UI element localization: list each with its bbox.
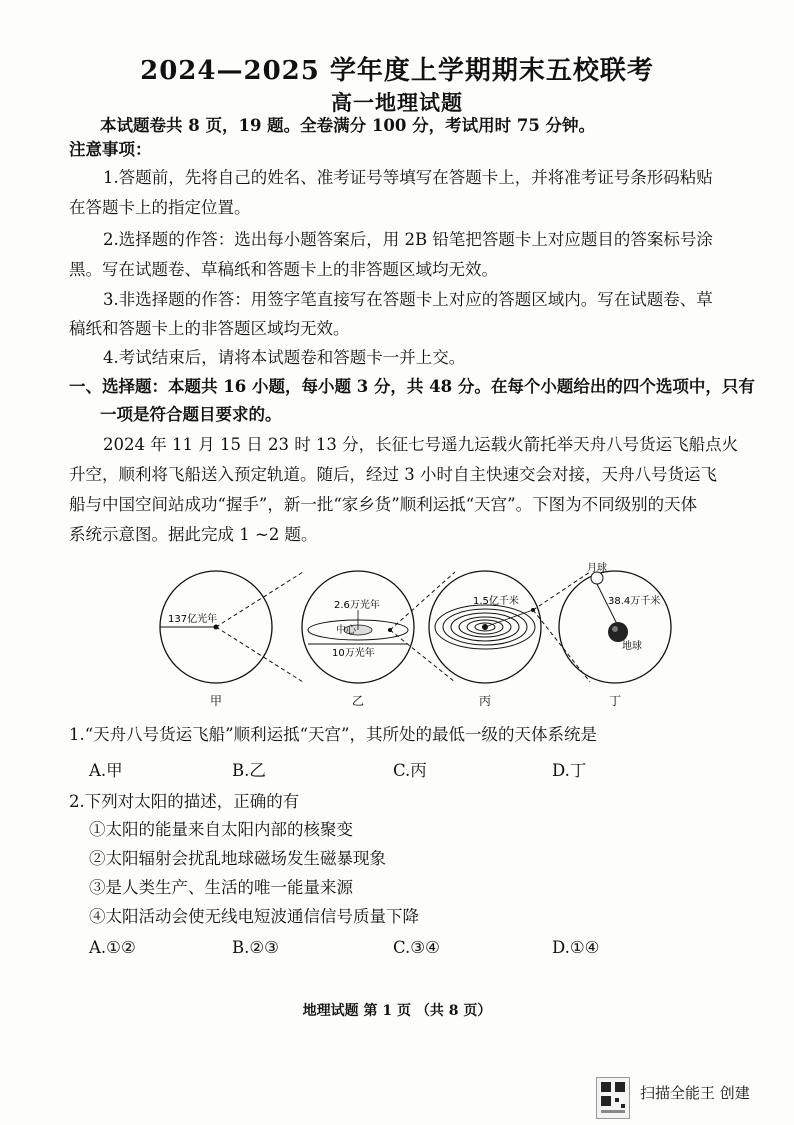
q2-option-d: D.①④ <box>552 938 600 957</box>
celestial-systems-diagram <box>150 560 680 705</box>
passage-line-3: 船与中国空间站成功“握手”，新一批“家乡货”顺利运抵“天宫”。下图为不同级别的天体 <box>69 495 698 514</box>
notice-3b: 稿纸和答题卡上的非答题区域均无效。 <box>69 319 350 338</box>
notice-1b: 在答题卡上的指定位置。 <box>69 198 251 217</box>
bing-text: 1.5亿千米 <box>473 596 519 607</box>
notice-3a: 3.非选择题的作答：用签字笔直接写在答题卡上对应的答题区域内。写在试题卷、草 <box>103 290 713 309</box>
q2-option-b: B.②③ <box>232 938 279 957</box>
ding-earth-text: 地球 <box>622 641 642 652</box>
passage-line-1: 2024 年 11 月 15 日 23 时 13 分，长征七号遥九运载火箭托举天舟八号货运飞船点火 <box>103 435 739 454</box>
notice-2a: 2.选择题的作答：选出每小题答案后，用 2B 铅笔把答题卡上对应题目的答案标号涂 <box>103 230 713 249</box>
diagram-label-yi: 乙 <box>351 694 364 708</box>
yi-text-3: 10万光年 <box>332 648 375 659</box>
q1-option-a: A.甲 <box>89 761 123 780</box>
yi-text-2: 中心 <box>336 625 356 636</box>
q2-statement-1: ①太阳的能量来自太阳内部的核聚变 <box>89 820 353 839</box>
diagram-label-bing: 丙 <box>478 694 491 708</box>
exam-info: 本试题卷共 8 页，19 题。全卷满分 100 分，考试用时 75 分钟。 <box>100 116 596 135</box>
q1-stem: 1.“天舟八号货运飞船”顺利运抵“天宫”，其所处的最低一级的天体系统是 <box>69 725 597 744</box>
q1-option-c: C.丙 <box>393 761 427 780</box>
page-footer: 地理试题 第 1 页 （共 8 页） <box>302 1003 492 1019</box>
q1-option-b: B.乙 <box>232 761 266 780</box>
notice-4: 4.考试结束后，请将本试题卷和答题卡一并上交。 <box>103 348 466 367</box>
passage-line-2: 升空，顺利将飞船送入预定轨道。随后，经过 3 小时自主快速交会对接，天舟八号货运飞 <box>69 465 717 484</box>
ding-moon-text: 月球 <box>587 563 607 574</box>
exam-subtitle: 高一地理试题 <box>331 90 463 115</box>
earth-icon <box>608 622 628 642</box>
q2-statement-4: ④太阳活动会使无线电短波通信信号质量下降 <box>89 907 419 926</box>
diagram-label-ding: 丁 <box>608 694 621 708</box>
q2-option-c: C.③④ <box>393 938 440 957</box>
scanner-qr-icon <box>596 1077 630 1119</box>
q2-stem: 2.下列对太阳的描述，正确的有 <box>69 792 300 811</box>
exam-title: 2024—2025 学年度上学期期末五校联考 <box>140 56 654 86</box>
notice-heading: 注意事项： <box>69 140 152 159</box>
q2-statement-3: ③是人类生产、生活的唯一能量来源 <box>89 878 353 897</box>
yi-text-1: 2.6万光年 <box>334 600 380 611</box>
scanner-watermark: 扫描全能王 创建 <box>640 1084 750 1102</box>
notice-2b: 黑。写在试题卷、草稿纸和答题卡上的非答题区域均无效。 <box>69 260 498 279</box>
q2-option-a: A.①② <box>89 938 136 957</box>
notice-1a: 1.答题前，先将自己的姓名、准考证号等填写在答题卡上，并将准考证号条形码粘贴 <box>103 168 713 187</box>
jia-diameter-text: 137亿光年 <box>168 614 218 625</box>
q1-option-d: D.丁 <box>552 761 587 780</box>
passage-line-4: 系统示意图。据此完成 1 ~2 题。 <box>69 525 318 544</box>
ding-distance-text: 38.4万千米 <box>608 596 661 607</box>
diagram-label-jia: 甲 <box>209 694 222 708</box>
section-heading-a: 一、选择题：本题共 16 小题，每小题 3 分，共 48 分。在每个小题给出的四个选项中，只有 <box>69 377 755 396</box>
section-heading-b: 一项是符合题目要求的。 <box>100 405 282 424</box>
q2-statement-2: ②太阳辐射会扰乱地球磁场发生磁暴现象 <box>89 849 386 868</box>
